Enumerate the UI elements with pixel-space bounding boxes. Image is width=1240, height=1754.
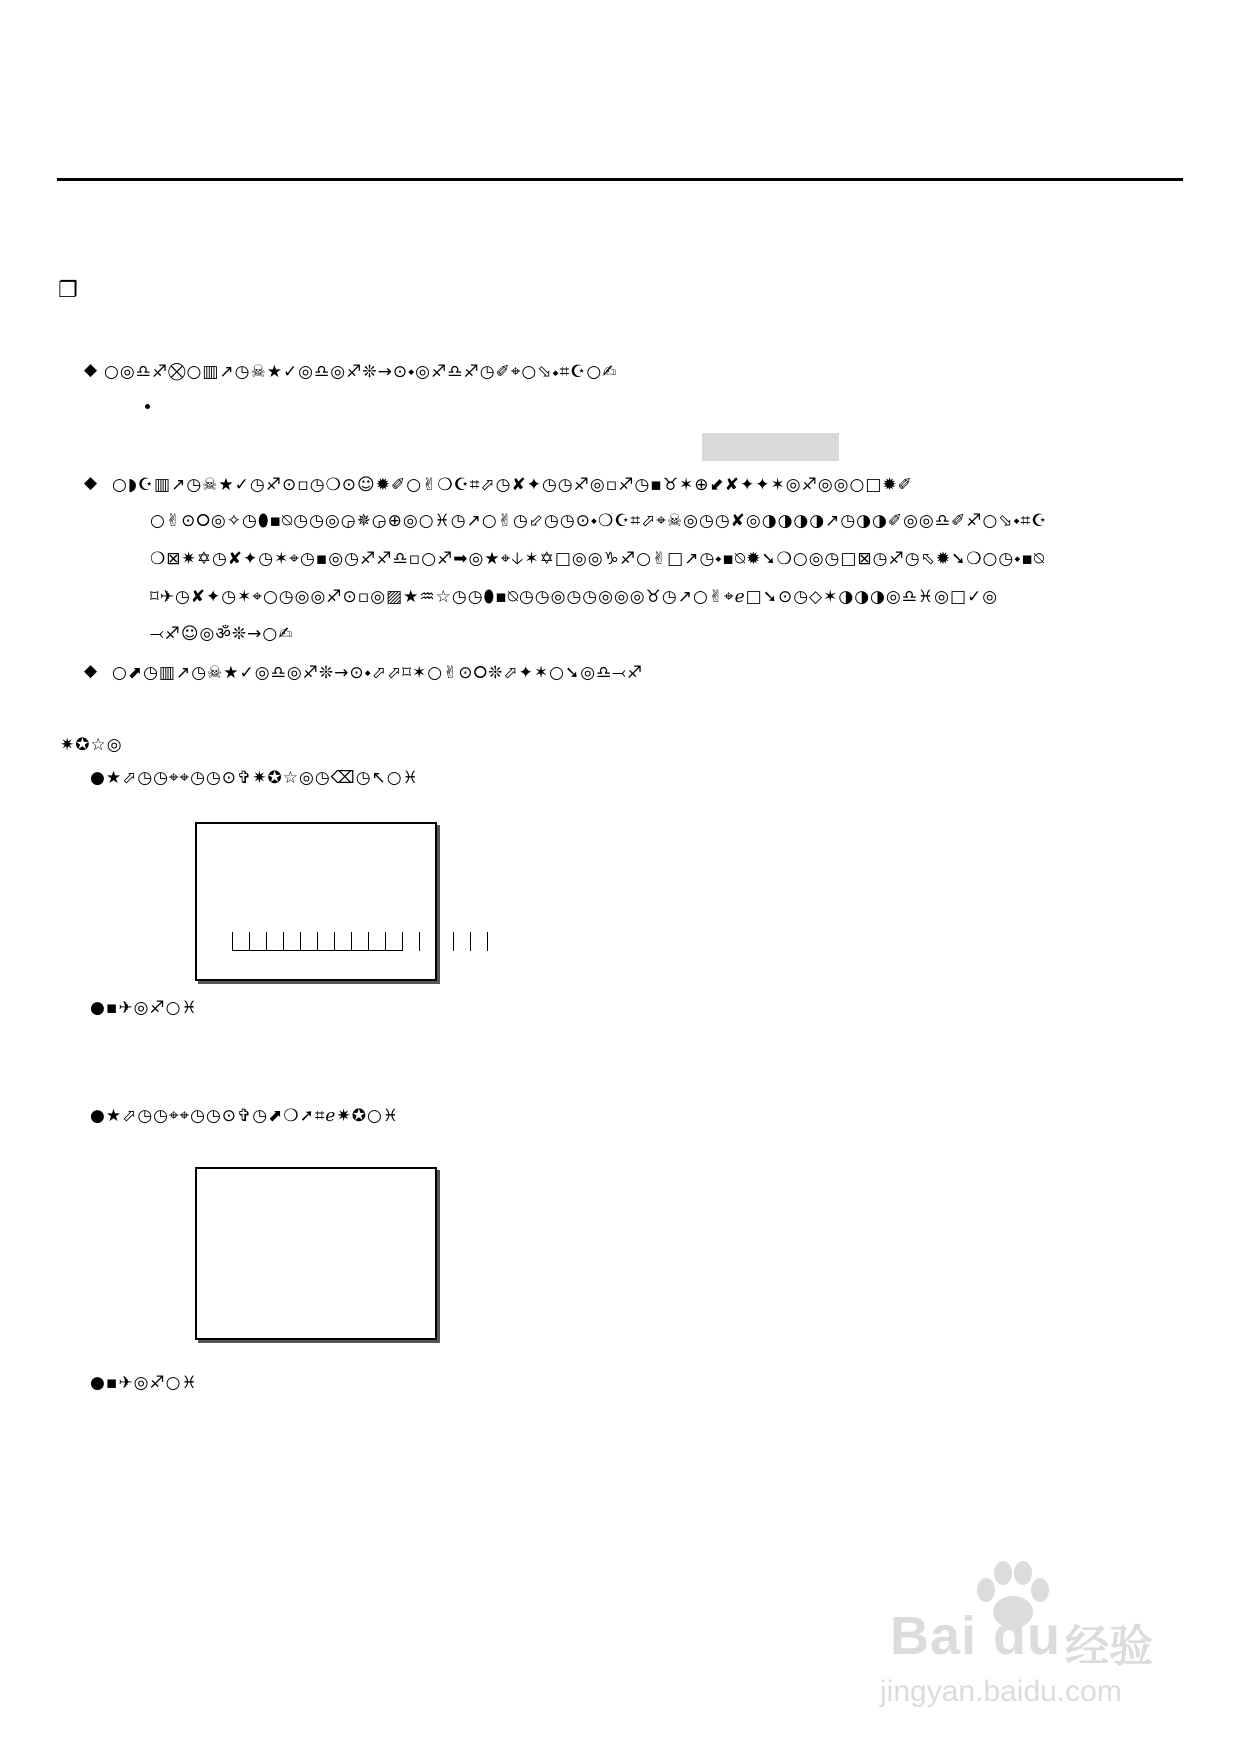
- para2-line-5: ⤙♐☺◎ॐ❊→○✍: [150, 624, 294, 644]
- watermark-cn: 经验: [1065, 1621, 1153, 1672]
- para1-bullet: ◆: [84, 360, 98, 380]
- para3-text: ○⬈◷▥↗◷☠★✓◎♎◎♐❊→⊙⬩⬀⬀⌑✶○✌⊙⭘❊⬀✦✶○➘◎♎⤙♐: [112, 663, 644, 683]
- para3-bullet: ◆: [84, 661, 98, 681]
- para1-text: ○◎♎♐⛒○▥↗◷☠★✓◎♎◎♐❊→⊙⬩◎♐♎♐◷✐⌖○⬂⬩⌗☪○✍: [104, 362, 618, 382]
- para2-bullet: ◆: [84, 473, 98, 493]
- ruler-baseline: [232, 950, 402, 951]
- figure-box-1: [195, 822, 437, 981]
- section2-item1-note: ●▪✈◎♐○♓: [90, 998, 198, 1018]
- watermark-url: jingyan.baidu.com: [880, 1675, 1122, 1708]
- header-rule: [57, 178, 1183, 181]
- para1-sub-bullet: [145, 404, 150, 409]
- section-marker: ❐: [58, 278, 78, 303]
- baidu-watermark: [870, 1560, 1170, 1720]
- watermark-logo: Bai du: [890, 1606, 1062, 1666]
- section2-item1: ●★⬀◷◷⌖⌖◷◷⊙✞✷✪☆◎◷⌫◷↖○♓: [90, 768, 419, 788]
- para2-line-1: ○◗☪▥↗◷☠★✓◷♐⊙▫◷❍⊙☺✹✐○✌❍☪⌗⬀◷✘✦◷◷♐◎▫♐◷▪♉✶⊕⬋✘✦✦✶◎♐◎◎○□✹✐: [112, 475, 913, 495]
- ruler-ticks: [232, 932, 504, 951]
- para2-line-2: ○✌⊙⭘◎✧◷⬮▪⍉◷◷◎◶✵◶⊕◎○♓◷↗○✌◷⬃◷◷⊙⬩❍☪⌗⬀⌖☠◎◷◷✘◎◑◑◑◑↗◷◑◑✐◎◎♎✐♐○⬂⬩⌗☪: [150, 511, 1048, 531]
- figure-box-2: [195, 1167, 437, 1340]
- para2-line-3: ❍⊠✷✡◷✘✦◷✶⌖◷▪◎◷♐♐♎▫○♐➡◎★⌖🡣✶✡□◎◎♑♐○✌□↗◷⬩▪⍉✹➘❍○◎◷□⊠◷♐◷⬁✹➘❍○◷⬩▪⍉: [150, 549, 1046, 569]
- para2-line-4: ⌑✈◷✘✦◷✶⌖○◷◎◎♐⊙▫◎▨★♒☆◷◷⬮▪⍉◷◷◎◷◷◎◎◎♉◷↗○✌⌖ℯ□➘⊙◷◇✶◑◑◑◎♎♓◎□✓◎: [150, 587, 999, 607]
- highlight-bar: [702, 433, 839, 461]
- section2-title: ✷✪☆◎: [60, 735, 123, 755]
- section2-item2-note: ●▪✈◎♐○♓: [90, 1373, 198, 1393]
- section2-item2: ●★⬀◷◷⌖⌖◷◷⊙✞◷⬈❍➚⌗ℯ✷✪○♓: [90, 1106, 400, 1126]
